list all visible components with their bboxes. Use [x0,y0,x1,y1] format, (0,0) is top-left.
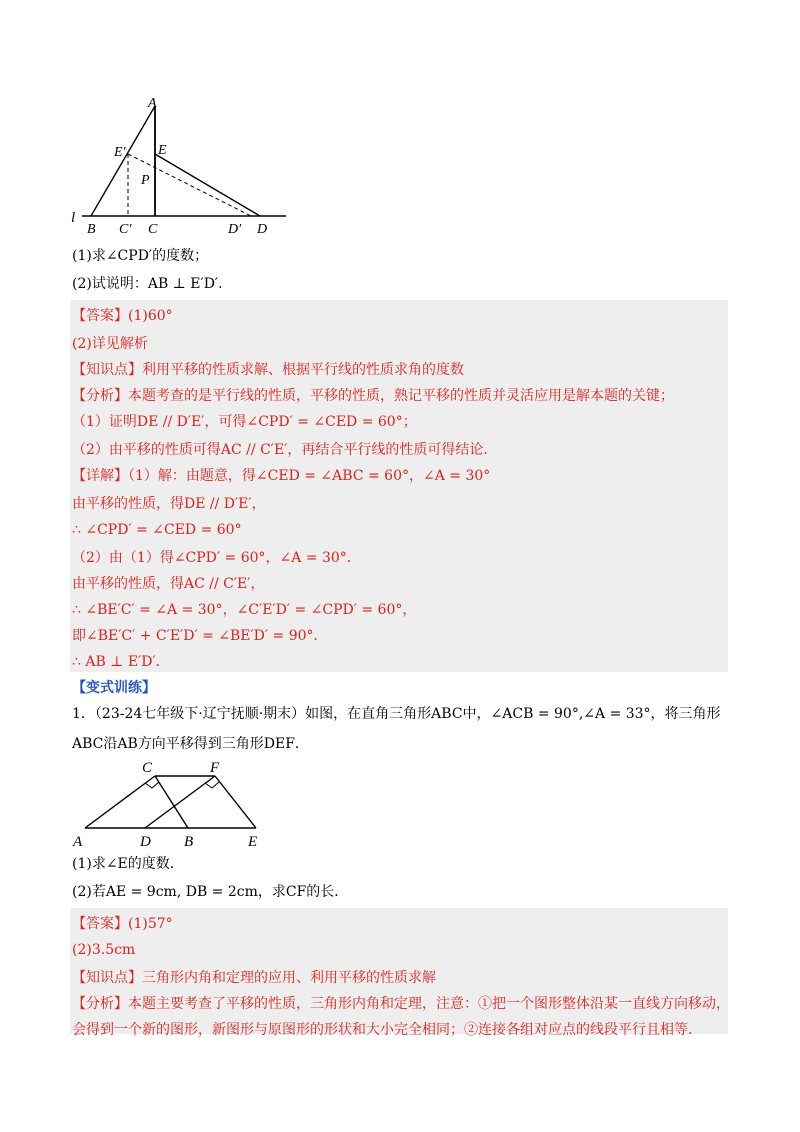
label-c-prime: C′ [119,222,132,237]
answer1-detail-5: 由平移的性质，得AC // C′E′， [72,576,265,592]
question1-part2: (2)试说明：AB ⊥ E′D′． [72,276,233,292]
label-e: E [248,834,258,850]
answer1-answer: 【答案】(1)60° [72,308,173,324]
answer1-analysis-1: （1）证明DE // D′E′，可得∠CPD′ = ∠CED = 60°； [72,414,417,430]
label-a: A [148,96,157,111]
label-e: E [158,143,167,158]
answer1-knowledge: 【知识点】利用平移的性质求解、根据平行线的性质求角的度数 [72,362,464,378]
label-f: F [210,760,220,776]
answer1-detail-7: 即∠BE′C′ + C′E′D′ = ∠BE′D′ = 90°． [72,628,328,644]
right-angle-mark-c [145,782,159,788]
answer2-answer-part2: (2)3.5cm [72,942,136,958]
figure-translated-right-triangles [60,756,280,852]
question1-part1: (1)求∠CPD′的度数； [72,248,209,264]
label-c: C [142,760,153,776]
answer1-detail-1: 【详解】（1）解：由题意，得∠CED = ∠ABC = 60°，∠A = 30° [72,468,491,484]
answer1-detail-2: 由平移的性质，得DE // D′E′， [72,496,266,512]
figure-translation-triangles [60,92,300,242]
variant-question-line2: ABC沿AB方向平移得到三角形DEF． [72,736,309,752]
answer2-analysis-line1: 【分析】本题主要考查了平移的性质，三角形内角和定理，注意：①把一个图形整体沿某一直线方向移动， [72,996,730,1012]
label-b: B [184,834,194,850]
answer2-knowledge: 【知识点】三角形内角和定理的应用、利用平移的性质求解 [72,970,436,986]
label-d-prime: D′ [228,222,242,237]
answer1-detail-6: ∴ ∠BE′C′ = ∠A = 30°，∠C′E′D′ = ∠CPD′ = 60°， [72,602,417,618]
segment-cb [155,776,188,828]
label-e-prime: E′ [114,145,126,160]
variant-heading: 【变式训练】 [72,680,156,696]
question2-part2: (2)若AE = 9cm, DB = 2cm，求CF的长． [72,884,349,900]
right-angle-mark-f [205,782,219,788]
segment-ed [155,154,260,216]
answer2-analysis-line2: 会得到一个新的图形，新图形与原图形的形状和大小完全相同；②连接各组对应点的线段平行且相等． [72,1022,702,1038]
answer1-analysis-2: （2）由平移的性质可得AC // C′E′，再结合平行线的性质可得结论． [72,442,498,458]
answer2-answer: 【答案】(1)57° [72,916,173,932]
segment-df [145,776,215,828]
answer1-detail-8: ∴ AB ⊥ E′D′． [72,654,170,670]
label-c: C [148,222,158,237]
answer1-detail-4: （2）由（1）得∠CPD′ = 60°，∠A = 30°． [72,550,361,566]
variant-question-line1: 1．（23-24七年级下·辽宁抚顺·期末）如图，在直角三角形ABC中，∠ACB = 90°,∠A = 33°，将三角形 [72,706,721,722]
question2-part1: (1)求∠E的度数． [72,856,184,872]
label-a: A [73,834,83,850]
segment-fe [215,776,256,828]
label-d: D [140,834,151,850]
label-d: D [257,222,268,237]
answer1-analysis: 【分析】本题考查的是平行线的性质，平移的性质，熟记平移的性质并灵活应用是解本题的关键； [72,388,674,404]
label-b: B [87,222,96,237]
label-p: P [141,173,150,188]
label-l: l [71,210,76,226]
segment-ac [85,776,155,828]
answer1-answer-part2: (2)详见解析 [72,336,148,352]
segment-ab [91,106,155,216]
answer1-detail-3: ∴ ∠CPD′ = ∠CED = 60° [72,522,242,538]
